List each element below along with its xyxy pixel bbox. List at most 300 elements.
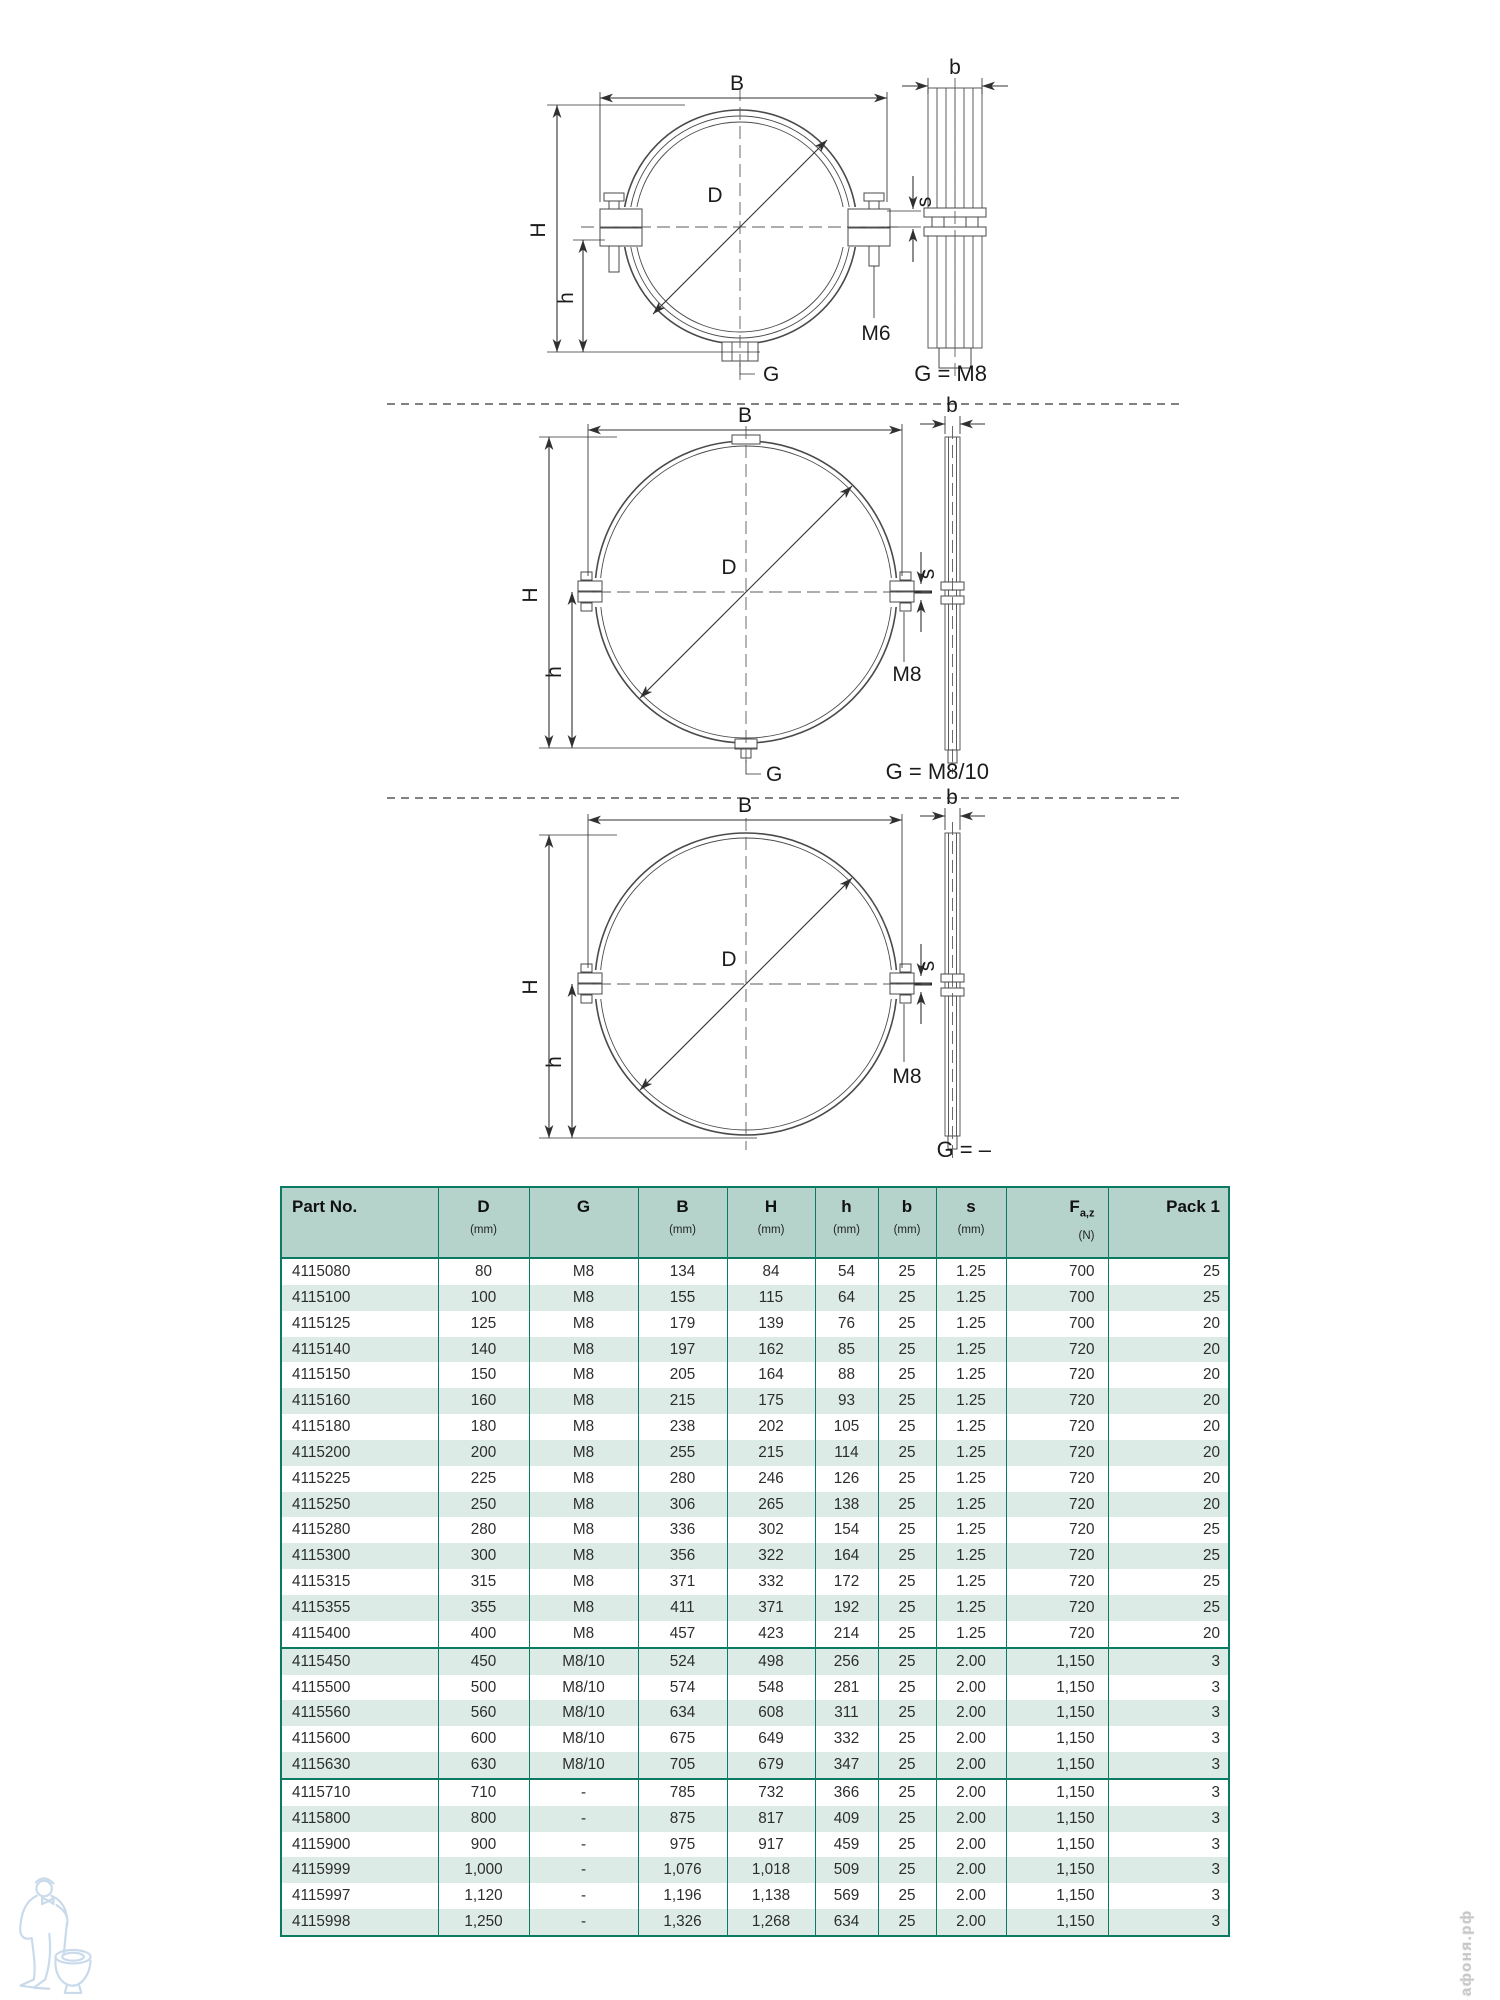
table-cell: 93 <box>815 1388 878 1414</box>
side-view <box>902 78 1008 380</box>
table-cell: 548 <box>727 1675 815 1701</box>
table-cell: 139 <box>727 1311 815 1337</box>
table-cell: 4115200 <box>281 1440 438 1466</box>
table-cell: 569 <box>815 1883 878 1909</box>
header-row <box>281 1187 1229 1258</box>
table-cell: 25 <box>878 1752 936 1779</box>
table-cell: 20 <box>1108 1466 1229 1492</box>
clamp-diagram-3 <box>519 786 992 1162</box>
table-cell: M8 <box>529 1285 638 1311</box>
table-cell: 20 <box>1108 1388 1229 1414</box>
table-cell: 100 <box>438 1285 529 1311</box>
table-row <box>281 1517 1229 1543</box>
table-row <box>281 1909 1229 1936</box>
table-cell: 1.25 <box>936 1569 1006 1595</box>
table-cell: 4115140 <box>281 1337 438 1363</box>
table-cell: 500 <box>438 1675 529 1701</box>
table-cell: 720 <box>1006 1337 1108 1363</box>
clamp-diagram-1 <box>527 56 1008 386</box>
table-cell: 720 <box>1006 1517 1108 1543</box>
column-header-s: s (mm) <box>936 1187 1006 1258</box>
screw-label: M8 <box>892 1065 922 1088</box>
table-cell: 1.25 <box>936 1388 1006 1414</box>
table-cell: 1,150 <box>1006 1752 1108 1779</box>
table-cell: 3 <box>1108 1883 1229 1909</box>
table-cell: 125 <box>438 1311 529 1337</box>
table-cell: M8 <box>529 1466 638 1492</box>
table-cell: 720 <box>1006 1543 1108 1569</box>
table-cell: 900 <box>438 1832 529 1858</box>
table-cell: 634 <box>638 1700 727 1726</box>
table-cell: 4115999 <box>281 1857 438 1883</box>
table-cell: 197 <box>638 1337 727 1363</box>
table-cell: 1,326 <box>638 1909 727 1936</box>
table-cell: 25 <box>1108 1569 1229 1595</box>
table-cell: 4115300 <box>281 1543 438 1569</box>
table-cell: 20 <box>1108 1311 1229 1337</box>
dim-label-G: G <box>763 363 780 386</box>
table-cell: 700 <box>1006 1285 1108 1311</box>
table-cell: 54 <box>815 1258 878 1285</box>
g-note: G = M8 <box>914 361 987 386</box>
table-cell: - <box>529 1779 638 1806</box>
table-cell: 280 <box>638 1466 727 1492</box>
table-cell: 1.25 <box>936 1362 1006 1388</box>
column-header-f: $F_{a,z}$ (N) <box>1006 1187 1108 1258</box>
table-cell: 700 <box>1006 1311 1108 1337</box>
table-cell: 25 <box>878 1675 936 1701</box>
table-cell: 720 <box>1006 1466 1108 1492</box>
table-cell: 1.25 <box>936 1621 1006 1648</box>
table-cell: 25 <box>878 1883 936 1909</box>
column-header-pack-1: Pack 1 <box>1108 1187 1229 1258</box>
table-cell: 3 <box>1108 1832 1229 1858</box>
dim-label-s: s <box>913 196 936 208</box>
table-cell: 154 <box>815 1517 878 1543</box>
table-cell: 25 <box>878 1726 936 1752</box>
table-cell: 1.25 <box>936 1258 1006 1285</box>
table-cell: M8 <box>529 1258 638 1285</box>
table-cell: 20 <box>1108 1362 1229 1388</box>
table-cell: 1,150 <box>1006 1675 1108 1701</box>
table-cell: M8 <box>529 1440 638 1466</box>
table-cell: 975 <box>638 1832 727 1858</box>
table-cell: 25 <box>878 1832 936 1858</box>
table-cell: 732 <box>727 1779 815 1806</box>
table-cell: 1,018 <box>727 1857 815 1883</box>
table-cell: 356 <box>638 1543 727 1569</box>
column-header-b: B (mm) <box>638 1187 727 1258</box>
table-cell: 2.00 <box>936 1779 1006 1806</box>
table-cell: 1,150 <box>1006 1909 1108 1936</box>
table-cell: 524 <box>638 1648 727 1675</box>
table-row <box>281 1675 1229 1701</box>
site-watermark: афоня.рф <box>1458 1909 1475 1996</box>
table-cell: 875 <box>638 1806 727 1832</box>
spec-table-container <box>280 1186 1230 1937</box>
table-cell: 400 <box>438 1621 529 1648</box>
plumber-logo-watermark <box>6 1872 106 1996</box>
table-cell: 4115160 <box>281 1388 438 1414</box>
column-header-d: D (mm) <box>438 1187 529 1258</box>
table-cell: 3 <box>1108 1779 1229 1806</box>
table-cell: 4115560 <box>281 1700 438 1726</box>
column-header-g: G <box>529 1187 638 1258</box>
table-cell: 126 <box>815 1466 878 1492</box>
dim-label-H: H <box>527 222 550 238</box>
table-cell: 4115500 <box>281 1675 438 1701</box>
dim-label-h: h <box>555 292 578 304</box>
table-cell: 679 <box>727 1752 815 1779</box>
table-cell: 25 <box>878 1285 936 1311</box>
table-cell: 1,150 <box>1006 1883 1108 1909</box>
table-cell: 105 <box>815 1414 878 1440</box>
table-cell: 4115998 <box>281 1909 438 1936</box>
dim-label-h: h <box>543 666 566 678</box>
table-cell: 2.00 <box>936 1752 1006 1779</box>
dim-label-H: H <box>519 979 542 995</box>
table-row <box>281 1258 1229 1285</box>
table-cell: 88 <box>815 1362 878 1388</box>
table-cell: 1,150 <box>1006 1700 1108 1726</box>
table-cell: 3 <box>1108 1857 1229 1883</box>
table-cell: 2.00 <box>936 1648 1006 1675</box>
table-cell: 4115900 <box>281 1832 438 1858</box>
table-cell: M8 <box>529 1362 638 1388</box>
dim-label-G: G <box>766 763 783 786</box>
table-cell: 25 <box>878 1909 936 1936</box>
table-cell: 2.00 <box>936 1857 1006 1883</box>
table-cell: 192 <box>815 1595 878 1621</box>
dim-label-B: B <box>729 72 745 95</box>
table-row <box>281 1543 1229 1569</box>
table-cell: M8/10 <box>529 1752 638 1779</box>
table-cell: 85 <box>815 1337 878 1363</box>
table-cell: 1,120 <box>438 1883 529 1909</box>
table-cell: 1.25 <box>936 1414 1006 1440</box>
table-row <box>281 1311 1229 1337</box>
table-cell: 1.25 <box>936 1595 1006 1621</box>
dim-label-b: b <box>946 786 958 809</box>
table-cell: 25 <box>878 1414 936 1440</box>
table-cell: 25 <box>878 1517 936 1543</box>
table-cell: 215 <box>727 1440 815 1466</box>
spec-table <box>280 1186 1230 1937</box>
table-cell: 25 <box>1108 1595 1229 1621</box>
table-cell: 25 <box>878 1337 936 1363</box>
table-cell: 1,250 <box>438 1909 529 1936</box>
table-cell: 459 <box>815 1832 878 1858</box>
table-cell: 25 <box>878 1621 936 1648</box>
table-cell: 4115355 <box>281 1595 438 1621</box>
table-cell: 25 <box>878 1388 936 1414</box>
screw-label: M6 <box>861 322 891 345</box>
table-cell: 25 <box>878 1466 936 1492</box>
table-row <box>281 1285 1229 1311</box>
table-cell: 20 <box>1108 1621 1229 1648</box>
table-cell: 25 <box>878 1648 936 1675</box>
table-cell: 800 <box>438 1806 529 1832</box>
table-cell: 280 <box>438 1517 529 1543</box>
table-cell: 720 <box>1006 1440 1108 1466</box>
table-cell: 205 <box>638 1362 727 1388</box>
table-row <box>281 1726 1229 1752</box>
table-cell: - <box>529 1806 638 1832</box>
table-cell: M8 <box>529 1517 638 1543</box>
table-cell: 1.25 <box>936 1492 1006 1518</box>
table-cell: 180 <box>438 1414 529 1440</box>
table-cell: 574 <box>638 1675 727 1701</box>
table-cell: - <box>529 1857 638 1883</box>
table-cell: 371 <box>638 1569 727 1595</box>
table-cell: 300 <box>438 1543 529 1569</box>
table-cell: 1.25 <box>936 1517 1006 1543</box>
column-header-h: H (mm) <box>727 1187 815 1258</box>
table-cell: 917 <box>727 1832 815 1858</box>
table-cell: 817 <box>727 1806 815 1832</box>
dim-label-H: H <box>519 587 542 603</box>
table-cell: 4115450 <box>281 1648 438 1675</box>
table-cell: 256 <box>815 1648 878 1675</box>
table-cell: 4115630 <box>281 1752 438 1779</box>
table-cell: 700 <box>1006 1258 1108 1285</box>
table-row <box>281 1806 1229 1832</box>
table-cell: 80 <box>438 1258 529 1285</box>
dim-label-b: b <box>949 56 961 79</box>
table-cell: 2.00 <box>936 1806 1006 1832</box>
table-cell: 20 <box>1108 1492 1229 1518</box>
table-cell: 371 <box>727 1595 815 1621</box>
table-cell: 25 <box>878 1569 936 1595</box>
table-row <box>281 1700 1229 1726</box>
table-cell: 115 <box>727 1285 815 1311</box>
table-cell: M8 <box>529 1492 638 1518</box>
table-cell: 114 <box>815 1440 878 1466</box>
table-cell: 25 <box>1108 1517 1229 1543</box>
table-cell: 1.25 <box>936 1337 1006 1363</box>
table-cell: 720 <box>1006 1362 1108 1388</box>
table-row <box>281 1337 1229 1363</box>
table-cell: 4115710 <box>281 1779 438 1806</box>
table-cell: 202 <box>727 1414 815 1440</box>
table-cell: 4115250 <box>281 1492 438 1518</box>
table-cell: M8 <box>529 1621 638 1648</box>
table-cell: 2.00 <box>936 1675 1006 1701</box>
table-cell: 25 <box>1108 1258 1229 1285</box>
table-cell: 25 <box>878 1543 936 1569</box>
table-cell: 246 <box>727 1466 815 1492</box>
table-cell: 785 <box>638 1779 727 1806</box>
table-cell: 2.00 <box>936 1726 1006 1752</box>
table-cell: 164 <box>727 1362 815 1388</box>
dim-label-D: D <box>707 184 723 207</box>
table-cell: 720 <box>1006 1388 1108 1414</box>
table-cell: 4115125 <box>281 1311 438 1337</box>
dim-label-B: B <box>737 794 753 817</box>
table-cell: 720 <box>1006 1569 1108 1595</box>
table-cell: 608 <box>727 1700 815 1726</box>
table-cell: 25 <box>1108 1543 1229 1569</box>
table-cell: 200 <box>438 1440 529 1466</box>
table-row <box>281 1414 1229 1440</box>
table-cell: 4115800 <box>281 1806 438 1832</box>
table-cell: 411 <box>638 1595 727 1621</box>
table-cell: 409 <box>815 1806 878 1832</box>
table-cell: 215 <box>638 1388 727 1414</box>
table-cell: 76 <box>815 1311 878 1337</box>
table-cell: 160 <box>438 1388 529 1414</box>
table-cell: 4115600 <box>281 1726 438 1752</box>
table-cell: 225 <box>438 1466 529 1492</box>
table-cell: 4115280 <box>281 1517 438 1543</box>
table-cell: 457 <box>638 1621 727 1648</box>
table-cell: 4115315 <box>281 1569 438 1595</box>
table-cell: 25 <box>878 1492 936 1518</box>
table-cell: M8/10 <box>529 1700 638 1726</box>
table-cell: 1,150 <box>1006 1857 1108 1883</box>
table-cell: 306 <box>638 1492 727 1518</box>
table-cell: M8/10 <box>529 1648 638 1675</box>
table-cell: 1,150 <box>1006 1806 1108 1832</box>
table-cell: M8 <box>529 1311 638 1337</box>
table-row <box>281 1883 1229 1909</box>
table-cell: 1,138 <box>727 1883 815 1909</box>
clamp-diagram-2 <box>519 394 989 786</box>
table-cell: 600 <box>438 1726 529 1752</box>
table-cell: 20 <box>1108 1440 1229 1466</box>
table-cell: 25 <box>1108 1285 1229 1311</box>
flange-bolts-left <box>600 193 642 272</box>
table-row <box>281 1569 1229 1595</box>
dim-label-h: h <box>543 1056 566 1068</box>
table-cell: 649 <box>727 1726 815 1752</box>
table-cell: 3 <box>1108 1648 1229 1675</box>
table-cell: M8 <box>529 1414 638 1440</box>
technical-drawing <box>385 50 1195 1190</box>
table-cell: 238 <box>638 1414 727 1440</box>
table-cell: 155 <box>638 1285 727 1311</box>
table-cell: 20 <box>1108 1414 1229 1440</box>
table-cell: 560 <box>438 1700 529 1726</box>
table-cell: 1,150 <box>1006 1726 1108 1752</box>
table-cell: 25 <box>878 1440 936 1466</box>
table-cell: - <box>529 1883 638 1909</box>
table-cell: 4115225 <box>281 1466 438 1492</box>
table-cell: 4115180 <box>281 1414 438 1440</box>
table-cell: 25 <box>878 1857 936 1883</box>
table-cell: 4115100 <box>281 1285 438 1311</box>
table-cell: 138 <box>815 1492 878 1518</box>
table-cell: 355 <box>438 1595 529 1621</box>
dim-label-D: D <box>721 556 737 579</box>
table-cell: - <box>529 1909 638 1936</box>
table-cell: 366 <box>815 1779 878 1806</box>
column-header-part-no-: Part No. <box>281 1187 438 1258</box>
table-cell: 179 <box>638 1311 727 1337</box>
table-cell: 25 <box>878 1311 936 1337</box>
table-cell: 64 <box>815 1285 878 1311</box>
dim-label-B: B <box>737 404 753 427</box>
table-cell: 1,196 <box>638 1883 727 1909</box>
table-cell: 164 <box>815 1543 878 1569</box>
table-cell: 4115150 <box>281 1362 438 1388</box>
table-cell: 347 <box>815 1752 878 1779</box>
dim-label-s: s <box>916 960 939 972</box>
table-cell: 20 <box>1108 1337 1229 1363</box>
table-cell: 1,150 <box>1006 1648 1108 1675</box>
table-cell: M8/10 <box>529 1726 638 1752</box>
table-cell: 630 <box>438 1752 529 1779</box>
table-cell: 84 <box>727 1258 815 1285</box>
table-cell: 3 <box>1108 1806 1229 1832</box>
table-cell: 509 <box>815 1857 878 1883</box>
table-cell: 1,268 <box>727 1909 815 1936</box>
table-cell: 162 <box>727 1337 815 1363</box>
table-cell: 332 <box>727 1569 815 1595</box>
table-cell: 2.00 <box>936 1883 1006 1909</box>
table-cell: 3 <box>1108 1700 1229 1726</box>
table-cell: 1.25 <box>936 1543 1006 1569</box>
table-cell: 1,000 <box>438 1857 529 1883</box>
table-cell: 3 <box>1108 1909 1229 1936</box>
table-cell: 25 <box>878 1362 936 1388</box>
table-cell: 3 <box>1108 1675 1229 1701</box>
table-row <box>281 1857 1229 1883</box>
table-cell: M8 <box>529 1337 638 1363</box>
dim-label-b: b <box>946 394 958 417</box>
table-cell: 214 <box>815 1621 878 1648</box>
table-cell: 710 <box>438 1779 529 1806</box>
table-row <box>281 1492 1229 1518</box>
table-cell: 302 <box>727 1517 815 1543</box>
table-cell: 2.00 <box>936 1909 1006 1936</box>
table-cell: 25 <box>878 1779 936 1806</box>
table-cell: M8/10 <box>529 1675 638 1701</box>
table-cell: 720 <box>1006 1492 1108 1518</box>
table-cell: 720 <box>1006 1595 1108 1621</box>
table-cell: 675 <box>638 1726 727 1752</box>
table-cell: 1.25 <box>936 1466 1006 1492</box>
table-cell: 705 <box>638 1752 727 1779</box>
table-cell: 281 <box>815 1675 878 1701</box>
table-cell: 25 <box>878 1595 936 1621</box>
table-cell: 1.25 <box>936 1440 1006 1466</box>
table-cell: 336 <box>638 1517 727 1543</box>
table-cell: 265 <box>727 1492 815 1518</box>
table-cell: 140 <box>438 1337 529 1363</box>
table-cell: 315 <box>438 1569 529 1595</box>
column-header-h: h (mm) <box>815 1187 878 1258</box>
table-cell: 4115400 <box>281 1621 438 1648</box>
table-cell: 255 <box>638 1440 727 1466</box>
table-row <box>281 1466 1229 1492</box>
table-row <box>281 1440 1229 1466</box>
table-cell: 1.25 <box>936 1311 1006 1337</box>
screw-label: M8 <box>892 663 922 686</box>
g-note: G = – <box>936 1137 991 1162</box>
side-view <box>920 416 985 774</box>
table-cell: - <box>529 1832 638 1858</box>
table-row <box>281 1752 1229 1779</box>
table-cell: 4115080 <box>281 1258 438 1285</box>
table-cell: M8 <box>529 1569 638 1595</box>
table-cell: 450 <box>438 1648 529 1675</box>
table-cell: 634 <box>815 1909 878 1936</box>
table-cell: 25 <box>878 1700 936 1726</box>
table-cell: 423 <box>727 1621 815 1648</box>
table-cell: 1,150 <box>1006 1779 1108 1806</box>
table-cell: 3 <box>1108 1726 1229 1752</box>
